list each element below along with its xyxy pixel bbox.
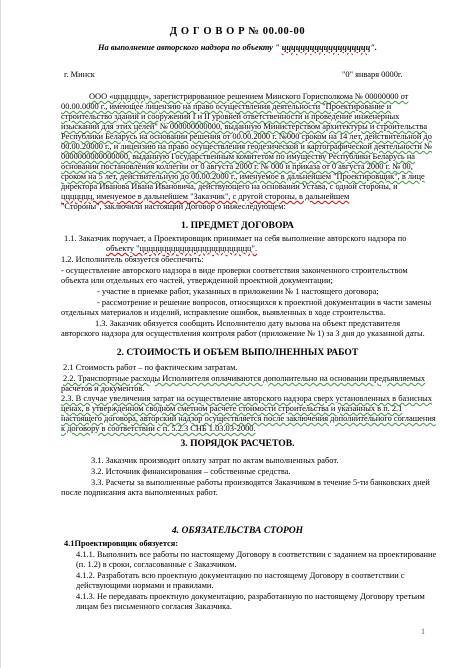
preamble-line: изысканий для этих целей" № 000000000000, выданную Министерством архитектуры и строительства: [61, 122, 428, 131]
section-4-heading: 4. ОБЯЗАТЕЛЬСТВА СТОРОН: [171, 525, 304, 536]
preamble-line: основании постановления коллегии от 0 августа 2000 г. № 000 и приказа от 0 августа 2000 г. № 00,: [61, 162, 413, 171]
section-4-line: 4.1.1. Выполнить все работы по настоящему Договору в соответствии с заданием на проектирование: [76, 550, 437, 559]
section-1-line: 1.2. Исполнитель обязуется обеспечить:: [61, 255, 204, 264]
section-2-line: 2.2. Транспортные расходы Исполнителя оплачиваются дополнительно на основании предъявляемых: [63, 374, 426, 383]
contract-date: "0" января 0000г.: [342, 70, 403, 79]
preamble-line: "Стороны", заключили настоящий Договор о нижеследующем:: [61, 202, 286, 211]
section-1-line: - осуществление авторского надзора в виде проверки соответствия законченного строительством: [61, 266, 408, 275]
section-1-heading: 1. ПРЕДМЕТ ДОГОВОРА: [181, 220, 294, 231]
section-1-line: 1.3. Заказчик обязуется сообщить Исполнителю дату вызова на объект представителя: [95, 319, 401, 328]
preamble-line: строительство зданий и сооружений I и II уровней ответственности и проведение инженерных: [61, 112, 400, 121]
section-2-line: ценах, в утвержденном сводном сметном расчете стоимости строительства и указанных в п. 2.1: [61, 404, 403, 413]
section-1-line: отдельных материалов и изделий, исправление ошибок, выявленных в ходе строительства.: [61, 308, 386, 317]
subtitle-text: На выполнение авторского надзора по объекту ": [98, 43, 282, 52]
page-number: 1: [421, 627, 425, 636]
section-4-line: 4.1.3. Не передавать проектную документацию, разработанную по настоящему Договору третьим: [76, 592, 425, 601]
section-1-line: объекту "ццццццццццццццццццццццццц".: [106, 244, 258, 253]
contract-subtitle: [1, 44, 474, 52]
preamble-line: ццццццц, именуемое в дальнейшем "Заказчик", с другой стороны, в дальнейшем: [61, 192, 350, 201]
section-2-line: к договору в соответствии с п. 5.2.3 СНБ 1.03.03-2000.: [61, 424, 256, 433]
preamble-line: 00.00.0000 г., имеющее лицензию на право осуществления деятельности "Проектирование и: [61, 102, 392, 111]
section-4-line: 4.1.2. Разработать всю проектную документацию по настоящему Договору в соответствии с: [76, 571, 405, 580]
subtitle-object: ццццццццццццццццццц: [281, 43, 371, 52]
section-3-line: 3.2. Источник финансирования – собственные средства.: [91, 467, 291, 476]
section-1-line: - участие в приемке работ, указанных в приложении № 1 настоящего договора;: [97, 287, 379, 296]
section-4-subheading: 4.1Проектировщик обязуется:: [64, 539, 179, 548]
section-3-line: 3.3. Расчеты за выполненные работы производятся Заказчиком в течение 5-ти банковских дней: [91, 478, 430, 487]
section-2-line: 2.3. В случае увеличения затрат на осуществление авторского надзора сверх установленных в базисных: [61, 394, 432, 403]
section-1-line: объекта или отдельных его частей, утвержденной проектной документации;: [61, 276, 333, 285]
preamble-line: Республики Беларусь на основании решения от 00.00.2000 г. №000 сроком на 14 лет, действительной до: [61, 132, 432, 141]
contract-title: Д О Г О В О Р № 00.00-00: [169, 26, 306, 37]
preamble-line: 00.00.20000 г., и лицензию на право осуществления геодезической и картографической деятельности №: [61, 142, 432, 151]
section-1-line: - рассмотрение и решение вопросов, относящихся к проектной документации в части замены: [97, 298, 432, 307]
section-3-line: 3.1. Заказчик производит оплату затрат по актам выполненных работ.: [91, 456, 339, 465]
section-2-line: настоящего договора, авторский надзор осуществляется после заключения дополнительного соглашения: [61, 414, 436, 423]
preamble-line: ООО «ццццццц», зарегистрированное решением Минского Горисполкома № 00000000 от: [89, 92, 409, 101]
section-4-line: действующими нормами и правилами.: [76, 581, 214, 590]
section-2-heading: 2. СТОИМОСТЬ И ОБЪЕМ ВЫПОЛНЕННЫХ РАБОТ: [116, 347, 359, 358]
city-label: г. Минск: [64, 70, 95, 79]
section-1-line: 1.1. Заказчик поручает, а Проектировщик принимает на себя выполнение авторского надзора по: [64, 234, 407, 243]
preamble-line: директора Иванова Ивана Ивановича, действующего на основании Устава, с одной стороны, и: [61, 182, 398, 191]
section-3-line: после подписания акта выполненных работ.: [61, 488, 218, 497]
subtitle-end: ".: [370, 43, 377, 52]
section-2-line: 2.1 Стоимость работ – по фактическим затратам.: [63, 363, 238, 372]
preamble-line: 0000000000000000, выданную Государственным комитетом по имуществу Республики Беларусь на: [61, 152, 416, 161]
section-4-line: (п. 1.2) в сроки, согласованные с Заказчиком.: [76, 560, 237, 569]
section-2-line: расчетов и документов.: [61, 384, 145, 393]
section-1-line: авторского надзора для осуществления контроля работ (приложение № 1) за 3 дня до указанной даты.: [61, 329, 425, 338]
section-3-heading: 3. ПОРЯДОК РАСЧЕТОВ.: [180, 438, 295, 449]
section-4-line: лицам без письменного согласия Заказчика.: [76, 602, 232, 611]
preamble-line: сроком на 5 лет, действительную до 00.00.2000 г., именуемое в дальнейшем "Проектировщик", в лице: [61, 172, 425, 181]
